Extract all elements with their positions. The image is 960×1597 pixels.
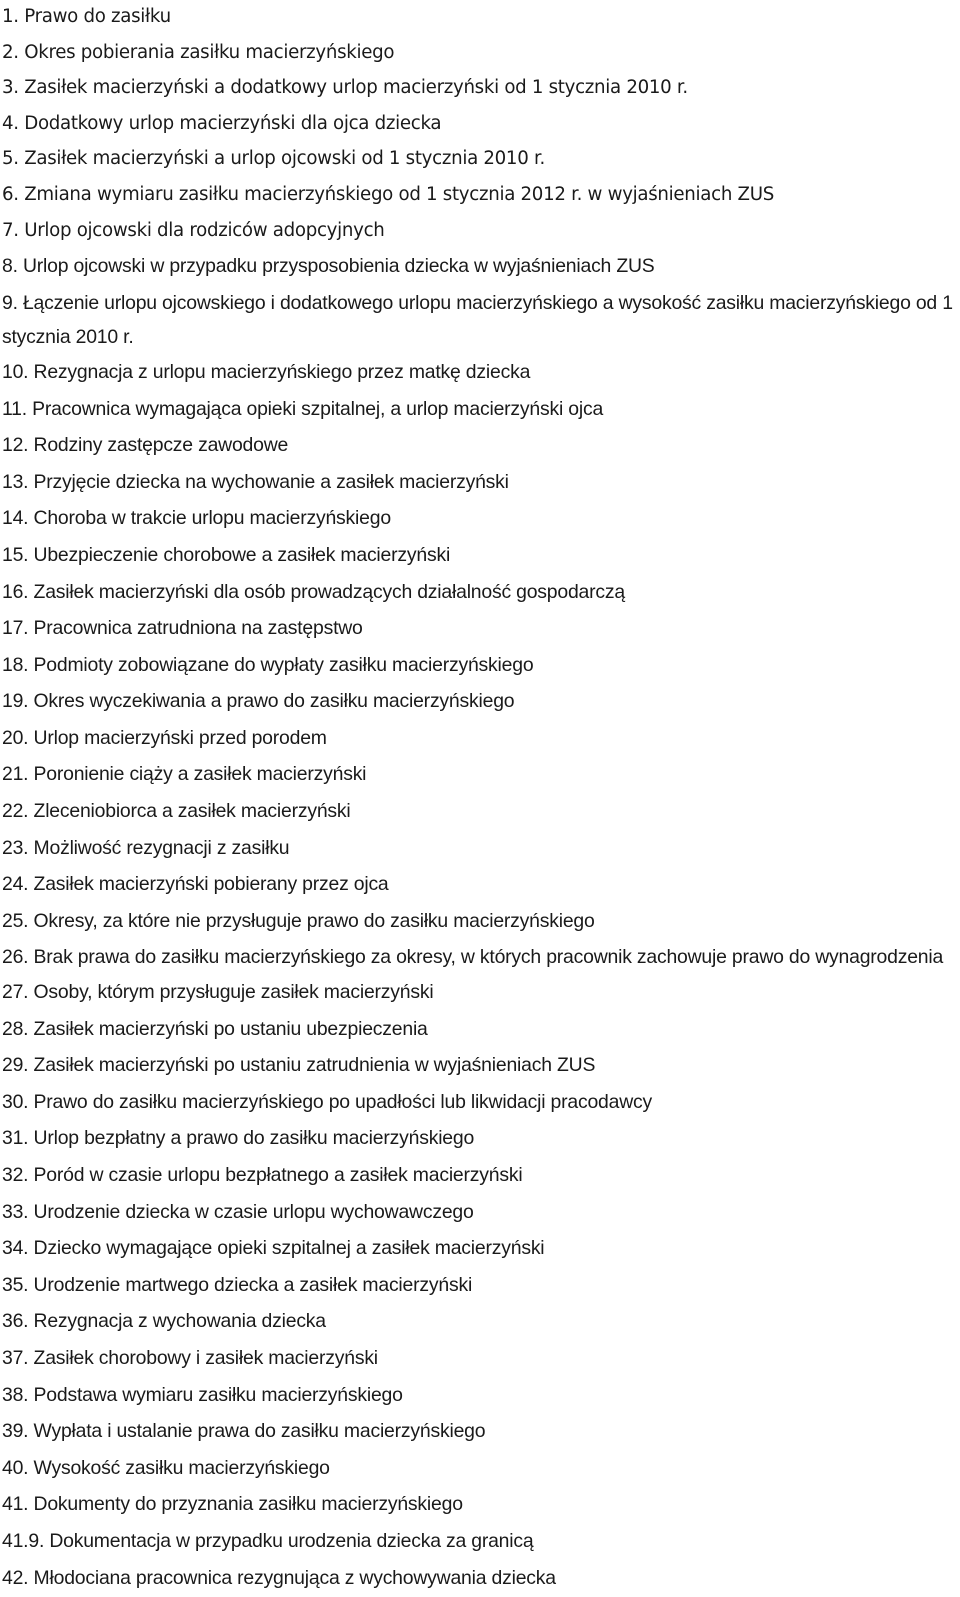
toc-item	[2, 178, 960, 214]
toc-item	[2, 107, 960, 143]
toc-item-text: 25. Okresy, za które nie przysługuje prawo do zasiłku macierzyńskiego	[2, 909, 595, 932]
toc-item-text: 36. Rezygnacja z wychowania dziecka	[2, 1310, 326, 1333]
toc-item	[2, 355, 960, 392]
toc-item-text: 23. Możliwość rezygnacji z zasiłku	[2, 836, 290, 859]
toc-item-text: 37. Zasiłek chorobowy i zasiłek macierzyński	[2, 1346, 378, 1369]
toc-item	[2, 975, 960, 1012]
toc-item	[2, 1158, 960, 1195]
toc-item	[2, 36, 960, 72]
toc-item	[2, 721, 960, 758]
toc-item	[2, 648, 960, 685]
toc-item	[2, 684, 960, 721]
toc-item-text: 28. Zasiłek macierzyński po ustaniu ubezpieczenia	[2, 1017, 428, 1040]
toc-item-text: 33. Urodzenie dziecka w czasie urlopu wychowawczego	[2, 1200, 474, 1223]
toc-item-text: 17. Pracownica zatrudniona na zastępstwo	[2, 617, 363, 640]
toc-item	[2, 757, 960, 794]
toc-item	[2, 794, 960, 831]
toc-item-text: 41. Dokumenty do przyznania zasiłku macierzyńskiego	[2, 1493, 463, 1516]
toc-item-text: 26. Brak prawa do zasiłku macierzyńskiego za okresy, w których pracownik zachowuje prawo do wynagrodzenia	[2, 946, 944, 969]
toc-item	[2, 1121, 960, 1158]
toc-item-text: 39. Wypłata i ustalanie prawa do zasiłku macierzyńskiego	[2, 1420, 486, 1443]
toc-item-text: 14. Choroba w trakcie urlopu macierzyńskiego	[2, 507, 391, 530]
toc-item	[2, 392, 960, 429]
toc-item	[2, 214, 960, 250]
toc-item-text: 7. Urlop ojcowski dla rodziców adopcyjnych	[2, 219, 385, 241]
toc-item	[2, 428, 960, 465]
toc-item-text: 18. Podmioty zobowiązane do wypłaty zasiłku macierzyńskiego	[2, 653, 534, 676]
table-of-contents	[2, 0, 960, 1597]
toc-item	[2, 71, 960, 107]
toc-item-text: 24. Zasiłek macierzyński pobierany przez ojca	[2, 873, 389, 896]
toc-item	[2, 1195, 960, 1232]
toc-item-text: 2. Okres pobierania zasiłku macierzyńskiego	[2, 41, 395, 63]
toc-item-text: 41.9. Dokumentacja w przypadku urodzenia dziecka za granicą	[2, 1529, 534, 1552]
toc-item-text: 19. Okres wyczekiwania a prawo do zasiłku macierzyńskiego	[2, 690, 515, 713]
toc-item-text: 6. Zmiana wymiaru zasiłku macierzyńskiego od 1 stycznia 2012 r. w wyjaśnieniach ZUS	[2, 183, 774, 205]
toc-item	[2, 1451, 960, 1488]
toc-item	[2, 501, 960, 538]
toc-item-text: 11. Pracownica wymagająca opieki szpitalnej, a urlop macierzyński ojca	[2, 397, 604, 420]
toc-item	[2, 1012, 960, 1049]
toc-item-text: 9. Łączenie urlopu ojcowskiego i dodatkowego urlopu macierzyńskiego a wysokość zasiłku macierzyńskiego od 1 stycznia 2010 r.	[2, 291, 953, 349]
toc-item-text: 32. Poród w czasie urlopu bezpłatnego a zasiłek macierzyński	[2, 1164, 523, 1186]
toc-item-text: 22. Zleceniobiorca a zasiłek macierzyński	[2, 800, 351, 823]
toc-item	[2, 1231, 960, 1268]
toc-item	[2, 465, 960, 502]
toc-item-text: 12. Rodziny zastępcze zawodowe	[2, 434, 289, 457]
toc-item	[2, 1268, 960, 1305]
toc-item-text: 42. Młodociana pracownica rezygnująca z wychowywania dziecka	[2, 1566, 556, 1589]
toc-item-text: 21. Poronienie ciąży a zasiłek macierzyński	[2, 763, 367, 786]
toc-item	[2, 0, 960, 36]
toc-item-text: 10. Rezygnacja z urlopu macierzyńskiego przez matkę dziecka	[2, 360, 531, 383]
toc-item-text: 27. Osoby, którym przysługuje zasiłek macierzyński	[2, 981, 434, 1004]
toc-item	[2, 831, 960, 868]
toc-item-text: 29. Zasiłek macierzyński po ustaniu zatrudnienia w wyjaśnieniach ZUS	[2, 1054, 596, 1077]
toc-item-text: 20. Urlop macierzyński przed porodem	[2, 726, 327, 749]
toc-item	[2, 1561, 960, 1597]
toc-item-text: 35. Urodzenie martwego dziecka a zasiłek macierzyński	[2, 1273, 473, 1296]
toc-item	[2, 867, 960, 904]
toc-item-text: 13. Przyjęcie dziecka na wychowanie a zasiłek macierzyński	[2, 470, 509, 493]
toc-item	[2, 1524, 960, 1561]
toc-item	[2, 1048, 960, 1085]
toc-item	[2, 1378, 960, 1415]
toc-item	[2, 611, 960, 648]
toc-item	[2, 286, 960, 355]
toc-item-text: 31. Urlop bezpłatny a prawo do zasiłku macierzyńskiego	[2, 1127, 475, 1150]
toc-item	[2, 1487, 960, 1524]
toc-item	[2, 904, 960, 941]
toc-item	[2, 940, 960, 975]
toc-item-text: 3. Zasiłek macierzyński a dodatkowy urlop macierzyński od 1 stycznia 2010 r.	[2, 77, 688, 99]
toc-item	[2, 1304, 960, 1341]
toc-item-text: 30. Prawo do zasiłku macierzyńskiego po upadłości lub likwidacji pracodawcy	[2, 1090, 652, 1113]
toc-item-text: 16. Zasiłek macierzyński dla osób prowadzących działalność gospodarczą	[2, 580, 625, 603]
toc-item	[2, 538, 960, 575]
toc-item	[2, 575, 960, 612]
toc-item	[2, 1085, 960, 1122]
toc-item-text: 8. Urlop ojcowski w przypadku przysposobienia dziecka w wyjaśnieniach ZUS	[2, 255, 655, 278]
toc-item	[2, 249, 960, 286]
toc-item-text: 34. Dziecko wymagające opieki szpitalnej a zasiłek macierzyński	[2, 1237, 545, 1260]
toc-item-text: 5. Zasiłek macierzyński a urlop ojcowski od 1 stycznia 2010 r.	[2, 148, 545, 170]
toc-item	[2, 142, 960, 178]
toc-item-text: 4. Dodatkowy urlop macierzyński dla ojca dziecka	[2, 112, 442, 134]
toc-item-text: 15. Ubezpieczenie chorobowe a zasiłek macierzyński	[2, 543, 451, 566]
toc-item-text: 1. Prawo do zasiłku	[2, 6, 171, 27]
toc-item	[2, 1341, 960, 1378]
toc-item-text: 40. Wysokość zasiłku macierzyńskiego	[2, 1456, 330, 1479]
toc-item	[2, 1414, 960, 1451]
toc-item-text: 38. Podstawa wymiaru zasiłku macierzyńskiego	[2, 1383, 403, 1406]
